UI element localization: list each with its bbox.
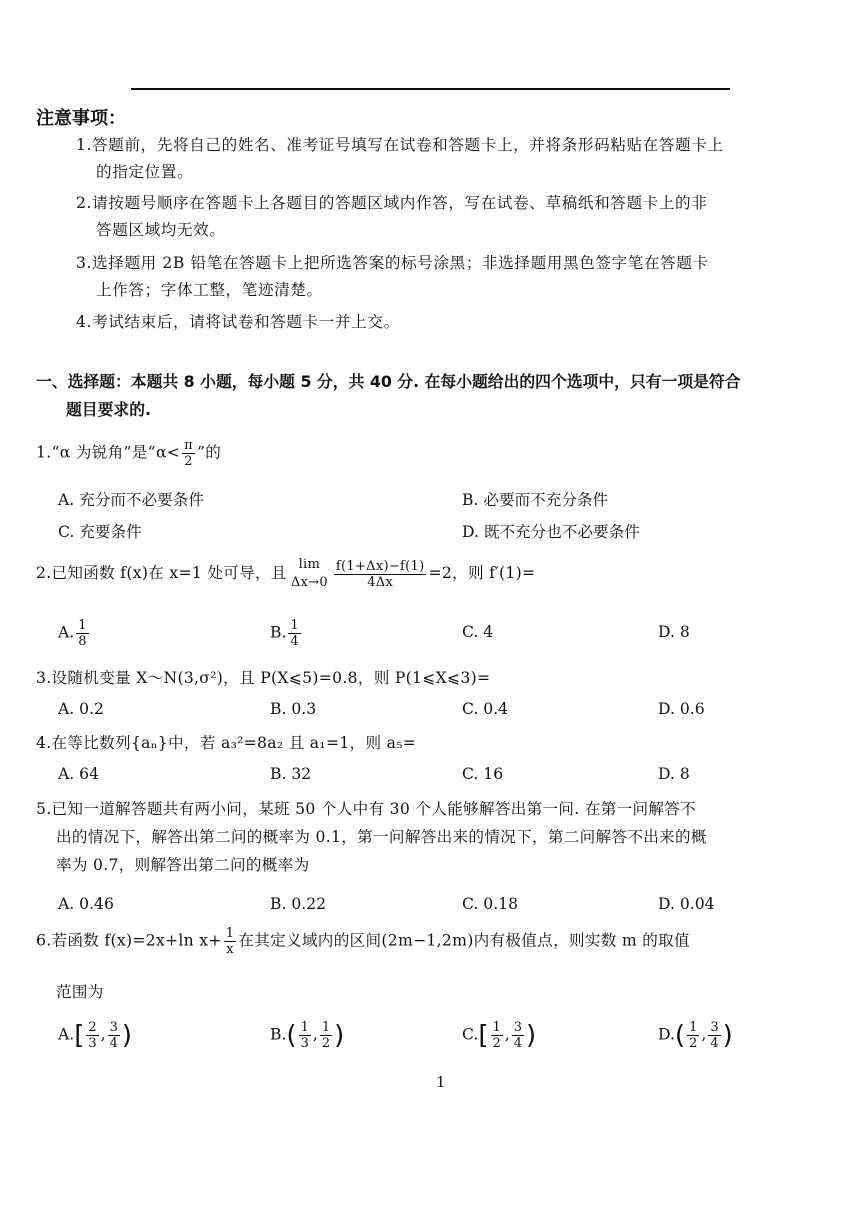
notice-item-3-line-2: 上作答；字体工整，笔迹清楚。 <box>96 281 323 299</box>
question-1-stem <box>36 438 831 469</box>
section-heading <box>36 368 831 424</box>
q2-b-den: 4 <box>290 634 299 649</box>
q2-limit <box>291 556 328 592</box>
page-number: 1 <box>436 1073 446 1091</box>
q6-fraction <box>224 926 237 957</box>
q6-line-2-text: 范围为 <box>56 983 104 1001</box>
notice-item-1 <box>76 132 828 186</box>
q2-a-fraction <box>76 618 88 649</box>
q6-d-frac-1 <box>687 1020 699 1051</box>
q2-option-d: D. 8 <box>658 623 690 641</box>
q2-b-num: 1 <box>290 618 299 633</box>
question-2-stem <box>36 556 831 592</box>
q2-lim-word: lim <box>298 557 321 572</box>
q4-option-d: D. 8 <box>658 765 690 783</box>
notice-item-1-line-2: 的指定位置。 <box>96 163 194 181</box>
q6-d-rbracket: ) <box>722 1020 733 1051</box>
q1-option-d: D. 既不充分也不必要条件 <box>462 523 640 541</box>
q5-option-a: A. 0.46 <box>58 895 114 913</box>
q1-frac-den: 2 <box>184 454 193 469</box>
q6-prefix: 6.若函数 f(x)=2x+ln x+ <box>36 931 222 950</box>
q3-option-d: D. 0.6 <box>658 700 705 718</box>
q5-option-c: C. 0.18 <box>462 895 519 913</box>
q4-option-b: B. 32 <box>270 765 312 783</box>
q2-b-label: B. <box>270 623 287 642</box>
q2-a-den: 8 <box>78 634 87 649</box>
question-3-stem: 3.设随机变量 X～N(3,σ²)，且 P(X⩽5)=0.8，则 P(1⩽X⩽3)= <box>36 669 491 687</box>
q2-frac-den: 4Δx <box>367 574 394 590</box>
q6-c-d2: 4 <box>513 1036 523 1051</box>
q1-fraction <box>182 438 195 469</box>
q2-option-a <box>58 618 91 649</box>
q6-frac-num: 1 <box>225 926 235 941</box>
q6-c-rbracket: ) <box>526 1020 537 1051</box>
q6-b-lbracket: ( <box>286 1020 297 1051</box>
q6-b-d1: 3 <box>300 1036 309 1051</box>
q6-a-rbracket: ) <box>121 1020 133 1051</box>
q6-c-n1: 1 <box>492 1020 501 1035</box>
notice-item-1-line-1: 1.答题前，先将自己的姓名、准考证号填写在试卷和答题卡上，并将条形码粘贴在答题卡上 <box>76 136 724 154</box>
q6-a-lbracket: [ <box>74 1020 85 1051</box>
q2-prefix: 2.已知函数 f(x)在 x=1 处可导，且 <box>36 564 287 582</box>
q6-frac-den: x <box>226 942 234 957</box>
q6-b-n1: 1 <box>300 1020 309 1035</box>
notice-item-2-line-2: 答题区域均无效。 <box>96 221 226 239</box>
q6-a-frac-2 <box>108 1020 120 1051</box>
question-6-stem <box>36 926 831 957</box>
q6-suffix: 在其定义域内的区间(2m−1,2m)内有极值点，则实数 m 的取值 <box>238 931 690 950</box>
notice-item-3-line-1: 3.选择题用 2B 铅笔在答题卡上把所选答案的标号涂黑；非选择题用黑色签字笔在答题卡 <box>76 254 709 272</box>
q5-line-2: 出的情况下，解答出第二问的概率为 0.1，第一问解答出来的情况下，第二问解答不出来的概 <box>56 828 707 846</box>
q6-option-d: D.( $\frac{1}{2}$ , $\frac{3}{4}$ ) <box>658 1020 733 1051</box>
q6-b-rbracket: ) <box>334 1020 345 1051</box>
q6-option-b: B.( $\frac{1}{3}$ , $\frac{1}{2}$ ) <box>270 1020 345 1051</box>
q5-line-3: 率为 0.7，则解答出第二问的概率为 <box>56 856 310 874</box>
q2-lim-sub: Δx→0 <box>290 575 328 590</box>
q6-a-n1: 2 <box>88 1020 97 1035</box>
q5-option-d: D. 0.04 <box>658 895 715 913</box>
section-heading-line-2: 题目要求的. <box>66 400 151 419</box>
q5-option-b: B. 0.22 <box>270 895 327 913</box>
q2-fraction <box>334 559 427 590</box>
q6-line-2 <box>36 978 831 1006</box>
q2-option-b <box>270 618 303 649</box>
q6-b-n2: 1 <box>321 1020 331 1035</box>
q6-d-n2: 3 <box>710 1020 719 1035</box>
q6-d-label: D. <box>658 1025 675 1044</box>
q3-option-a: A. 0.2 <box>58 700 104 718</box>
notice-item-2-line-1: 2.请按题号顺序在答题卡上各题目的答题区域内作答，写在试卷、草稿纸和答题卡上的非 <box>76 194 708 212</box>
q6-b-frac-2 <box>320 1020 332 1051</box>
q1-option-b: B. 必要而不充分条件 <box>462 491 609 509</box>
q2-suffix: =2，则 f′(1)= <box>428 564 536 582</box>
q6-a-n2: 3 <box>109 1020 118 1035</box>
q6-b-label: B. <box>270 1025 287 1044</box>
q1-prefix: 1.“α 为锐角”是“α< <box>36 443 181 462</box>
q6-a-d1: 3 <box>88 1036 97 1051</box>
q6-option-c: C.[ $\frac{1}{2}$ , $\frac{3}{4}$ ) <box>462 1020 537 1051</box>
q1-suffix: ”的 <box>197 443 222 462</box>
q1-frac-num: π <box>184 438 194 453</box>
notice-item-4-line-1: 4.考试结束后，请将试卷和答题卡一并上交。 <box>76 313 400 331</box>
q6-c-lbracket: [ <box>478 1020 489 1051</box>
notice-item-3 <box>76 250 828 304</box>
q6-d-frac-2 <box>708 1020 720 1051</box>
q6-option-a: A.[ $\frac{2}{3}$ , $\frac{3}{4}$ ) <box>58 1020 133 1051</box>
q6-a-d2: 4 <box>109 1036 118 1051</box>
q6-c-frac-1 <box>491 1020 503 1051</box>
q2-option-c: C. 4 <box>462 623 494 641</box>
q6-b-frac-1 <box>299 1020 311 1051</box>
q2-a-num: 1 <box>78 618 87 633</box>
question-5-stem <box>36 795 831 879</box>
notice-item-2 <box>76 190 828 244</box>
q6-a-label: A. <box>58 1025 75 1044</box>
q6-c-frac-2 <box>512 1020 524 1051</box>
q6-a-frac-1 <box>86 1020 98 1051</box>
q4-option-c: C. 16 <box>462 765 504 783</box>
q1-option-a: A. 充分而不必要条件 <box>58 491 204 509</box>
q6-c-d1: 2 <box>492 1036 501 1051</box>
q4-option-a: A. 64 <box>58 765 100 783</box>
notice-item-4 <box>76 309 828 336</box>
q6-d-lbracket: ( <box>674 1020 686 1051</box>
section-heading-line-1: 一、选择题：本题共 8 小题，每小题 5 分，共 40 分. 在每小题给出的四个选项中，只有一项是符合 <box>36 372 741 391</box>
q2-b-fraction <box>288 618 300 649</box>
q6-b-d2: 2 <box>321 1036 331 1051</box>
q2-a-label: A. <box>58 623 75 642</box>
q2-frac-num: f(1+Δx)−f(1) <box>335 558 425 574</box>
q6-d-d1: 2 <box>689 1036 698 1051</box>
question-4-stem: 4.在等比数列{aₙ}中，若 a₃²=8a₂ 且 a₁=1，则 a₅= <box>36 734 417 752</box>
header-rule <box>131 88 730 90</box>
q3-option-c: C. 0.4 <box>462 700 509 718</box>
q3-option-b: B. 0.3 <box>270 700 317 718</box>
notice-title: 注意事项： <box>36 108 126 129</box>
q1-option-c: C. 充要条件 <box>58 523 142 541</box>
q5-line-1: 5.已知一道解答题共有两小问，某班 50 个人中有 30 个人能够解答出第一问. 在第一问解答不 <box>36 800 697 818</box>
q6-d-d2: 4 <box>710 1036 719 1051</box>
q6-c-label: C. <box>462 1025 479 1044</box>
q6-c-n2: 3 <box>513 1020 523 1035</box>
q6-d-n1: 1 <box>689 1020 698 1035</box>
